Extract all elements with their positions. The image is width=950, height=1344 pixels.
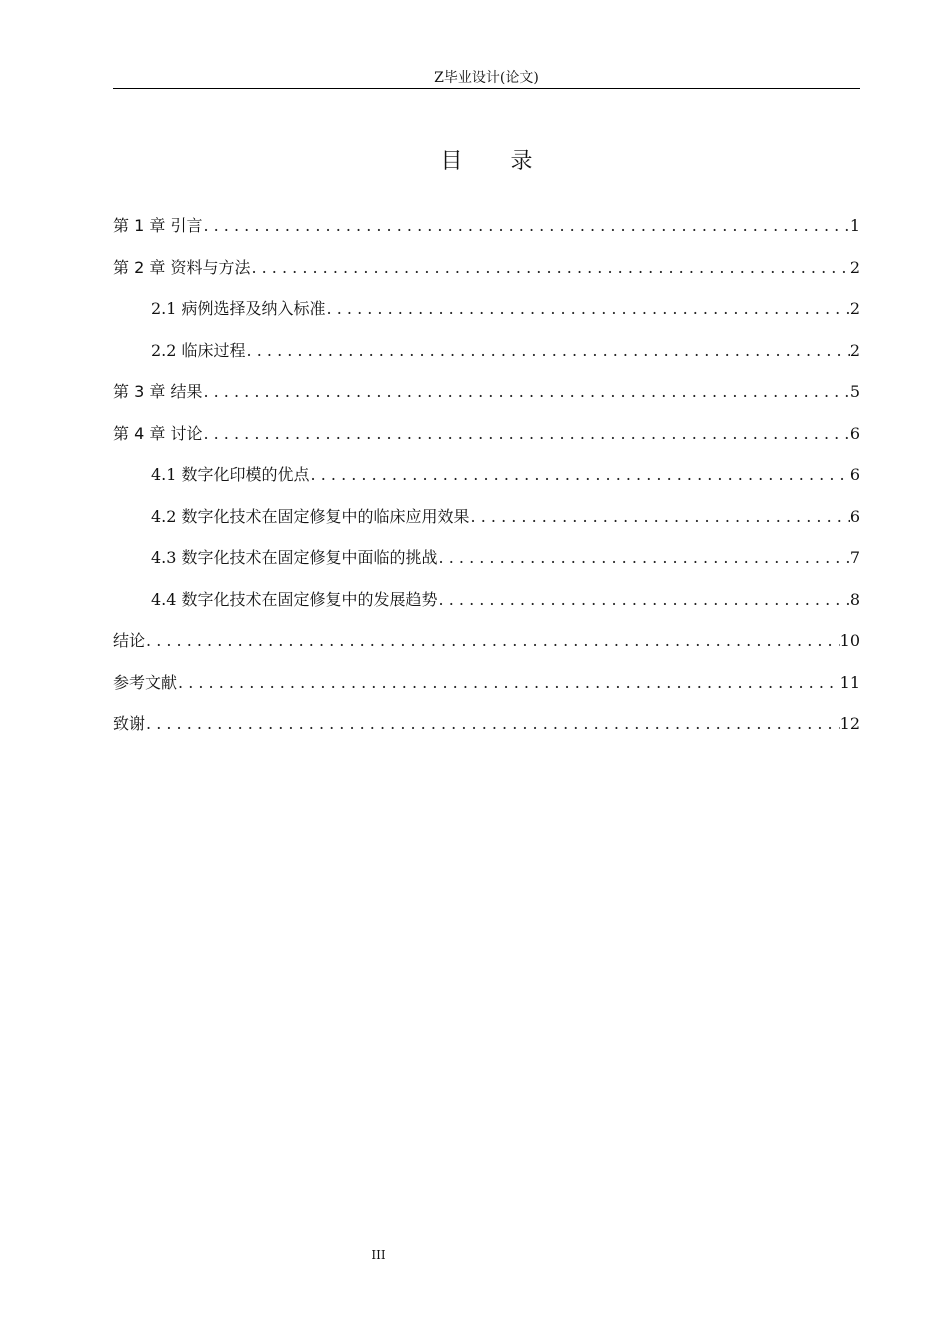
toc-dot-leader bbox=[310, 463, 850, 487]
toc-dot-leader bbox=[202, 422, 849, 446]
page-number-footer: III bbox=[371, 1248, 386, 1262]
toc-entry-label: 4.1 数字化印模的优点 bbox=[151, 465, 310, 484]
toc-dot-leader bbox=[470, 505, 850, 529]
toc-entry[interactable] bbox=[113, 588, 860, 630]
toc-entry-page: 7 bbox=[849, 548, 860, 567]
toc-entry-page: 10 bbox=[839, 631, 860, 650]
toc-entry-label: 参考文献 bbox=[113, 672, 178, 692]
toc-entry-label: 4.2 数字化技术在固定修复中的临床应用效果 bbox=[151, 506, 470, 526]
toc-dot-leader bbox=[177, 671, 840, 695]
toc-entry-label: 2.2 临床过程 bbox=[151, 340, 246, 360]
table-of-contents bbox=[113, 214, 860, 754]
toc-entry[interactable] bbox=[113, 339, 860, 381]
toc-entry-page: 6 bbox=[849, 465, 860, 484]
toc-entry[interactable] bbox=[113, 214, 860, 256]
toc-dot-leader bbox=[145, 629, 840, 653]
toc-entry[interactable] bbox=[113, 297, 860, 339]
toc-entry-label: 致谢 bbox=[113, 714, 146, 733]
toc-entry-label: 4.4 数字化技术在固定修复中的发展趋势 bbox=[151, 589, 438, 609]
toc-entry-page: 2 bbox=[849, 257, 860, 277]
toc-entry-label: 第 1 章 引言 bbox=[113, 216, 203, 235]
toc-entry[interactable] bbox=[113, 671, 860, 713]
toc-dot-leader bbox=[145, 712, 840, 736]
toc-entry-label: 第 3 章 结果 bbox=[113, 382, 203, 401]
toc-entry-page: 2 bbox=[849, 340, 860, 360]
page-title bbox=[113, 146, 860, 178]
toc-dot-leader bbox=[202, 214, 849, 238]
toc-entry-page: 2 bbox=[849, 299, 860, 318]
toc-dot-leader bbox=[438, 546, 850, 570]
title-char-right: 录 bbox=[510, 149, 533, 174]
toc-entry-label: 2.1 病例选择及纳入标准 bbox=[151, 299, 326, 318]
toc-entry[interactable] bbox=[113, 712, 860, 754]
toc-entry-page: 5 bbox=[849, 382, 860, 401]
toc-entry-page: 6 bbox=[849, 506, 860, 526]
toc-dot-leader bbox=[438, 588, 850, 612]
toc-entry[interactable] bbox=[113, 463, 860, 505]
toc-entry-label: 第 4 章 讨论 bbox=[113, 423, 203, 443]
toc-dot-leader bbox=[202, 380, 849, 404]
toc-entry-label: 4.3 数字化技术在固定修复中面临的挑战 bbox=[151, 548, 438, 567]
toc-entry-page: 6 bbox=[849, 423, 860, 443]
toc-entry[interactable] bbox=[113, 629, 860, 671]
toc-dot-leader bbox=[250, 256, 849, 280]
toc-entry[interactable] bbox=[113, 546, 860, 588]
toc-entry[interactable] bbox=[113, 422, 860, 464]
toc-entry[interactable] bbox=[113, 256, 860, 298]
toc-entry-page: 11 bbox=[839, 672, 860, 692]
toc-entry-page: 1 bbox=[849, 216, 860, 235]
toc-entry-page: 12 bbox=[839, 714, 860, 733]
toc-entry-page: 8 bbox=[849, 589, 860, 609]
toc-dot-leader bbox=[246, 339, 850, 363]
toc-entry-label: 结论 bbox=[113, 631, 146, 650]
toc-entry[interactable] bbox=[113, 380, 860, 422]
toc-dot-leader bbox=[326, 297, 850, 321]
running-header: Z毕业设计(论文) bbox=[113, 68, 860, 89]
toc-entry[interactable] bbox=[113, 505, 860, 547]
toc-entry-label: 第 2 章 资料与方法 bbox=[113, 257, 251, 277]
title-char-left: 目 bbox=[440, 149, 463, 174]
